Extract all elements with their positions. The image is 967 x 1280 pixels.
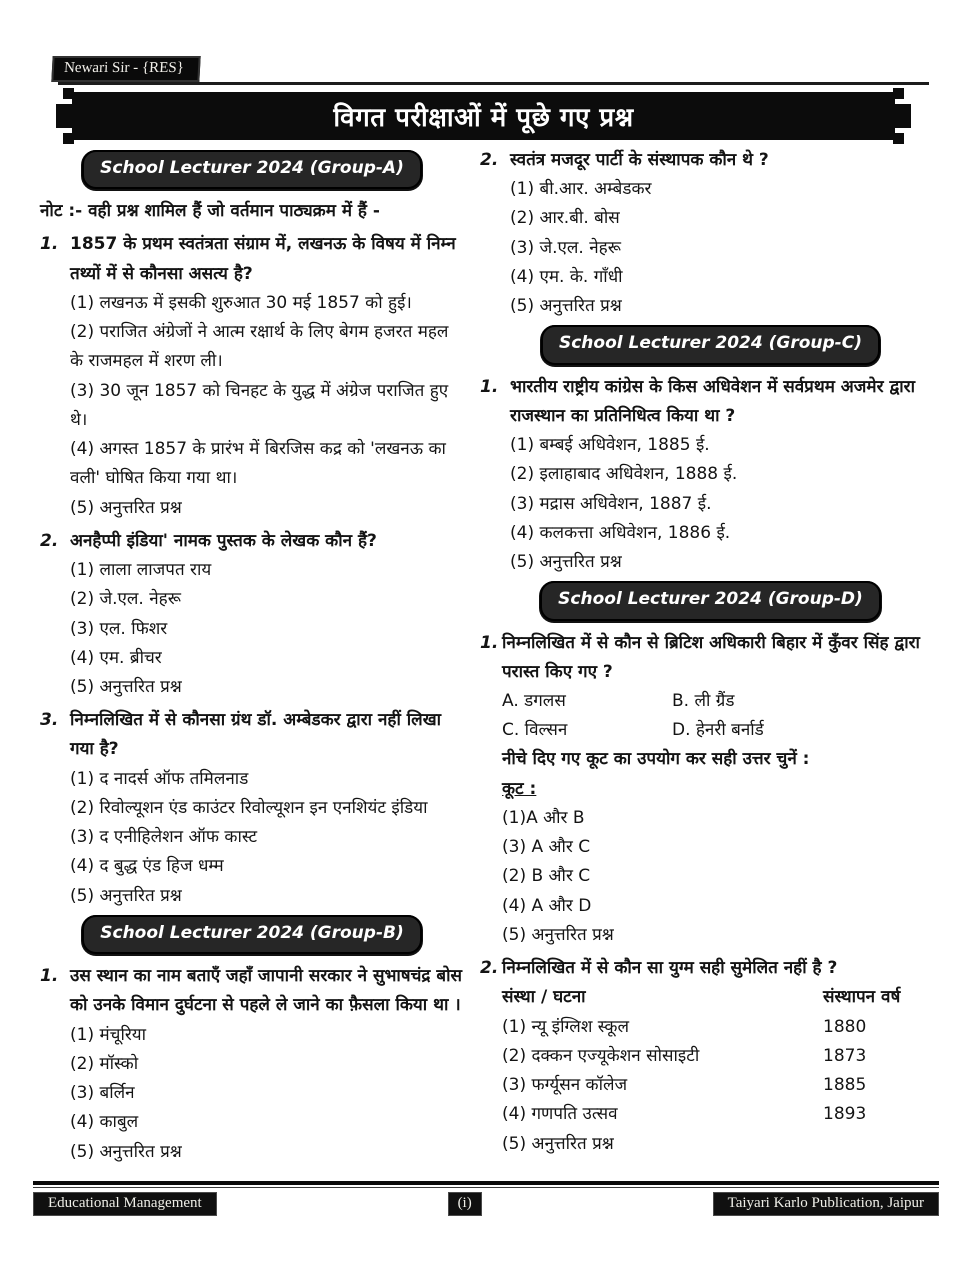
badge-row	[40, 150, 464, 189]
question-group-d-2	[480, 954, 941, 1159]
footer-page-number: (i)	[448, 1192, 482, 1216]
question-number: 2.	[480, 150, 499, 170]
banner-right-tab	[893, 104, 911, 128]
question-group-d-1	[480, 629, 941, 951]
question-number: 1.	[480, 376, 499, 397]
option: (5) अनुत्तरित प्रश्न	[510, 296, 622, 317]
note-line: नोट :- वही प्रश्न शामिल हैं जो वर्तमान पाठ्यक्रम में हैं -	[40, 201, 380, 222]
banner-notch	[63, 133, 74, 144]
statement-c: C. विल्सन	[502, 720, 568, 741]
option: (5) अनुत्तरित प्रश्न	[70, 885, 182, 906]
option: (5) अनुत्तरित प्रश्न	[502, 924, 614, 945]
option: (3) जे.एल. नेहरू	[510, 237, 621, 258]
banner-notch	[893, 88, 904, 99]
option: (4) काबुल	[70, 1112, 139, 1133]
option: (1) लाला लाजपत राय	[70, 560, 212, 581]
question-text: भारतीय राष्ट्रीय कांग्रेस के किस अधिवेशन में सर्वप्रथम अजमेर द्वारा राजस्थान का प्रतिनिधित्व किया था ?	[510, 376, 915, 426]
option: (1) बी.आर. अम्बेडकर	[510, 179, 652, 200]
code-instruction: नीचे दिए गए कूट का उपयोग कर सही उत्तर चुनें :	[502, 749, 810, 770]
match-year: 1880	[823, 1016, 867, 1037]
option: (2) पराजित अंग्रेजों ने आत्म रक्षार्थ के लिए बेगम हजरत महल के राजमहल में शरण ली।	[70, 322, 449, 372]
question-text: निम्नलिखित में से कौन सा युग्म सही सुमेलित नहीं है ?	[502, 958, 838, 979]
question-body	[70, 230, 464, 522]
footer-row	[33, 1192, 939, 1216]
match-label: (4) गणपति उत्सव	[502, 1104, 618, 1125]
section-badge-group-a: School Lecturer 2024 (Group-A)	[82, 150, 422, 189]
footer-divider-line	[33, 1181, 939, 1188]
footer-publisher-label: Taiyari Karlo Publication, Jaipur	[713, 1192, 939, 1216]
question-number: 3.	[40, 710, 59, 731]
match-header-left: संस्था / घटना	[502, 987, 586, 1008]
two-column-content	[40, 146, 941, 1182]
option: (5) अनुत्तरित प्रश्न	[502, 1133, 614, 1154]
banner-notch	[63, 88, 74, 99]
option: (1) लखनऊ में इसकी शुरुआत 30 मई 1857 को हुई।	[70, 292, 412, 313]
statement-a: A. डगलस	[502, 690, 566, 711]
match-row	[502, 1071, 941, 1100]
question-text: स्वतंत्र मजदूर पार्टी के संस्थापक कौन थे ?	[510, 150, 769, 170]
banner-notch	[893, 133, 904, 144]
question-group-a-1	[40, 230, 464, 522]
option: (2) आर.बी. बोस	[510, 208, 620, 229]
corner-author-tag: Newari Sir - {RES}	[51, 56, 200, 82]
section-badge-group-d: School Lecturer 2024 (Group-D)	[540, 581, 881, 620]
match-label: (2) दक्कन एज्यूकेशन सोसाइटी	[502, 1045, 700, 1066]
option: (1) द नादर्स ऑफ तमिलनाड	[70, 768, 249, 789]
question-group-c-1	[480, 373, 941, 578]
question-group-b-2	[480, 146, 941, 321]
question-text: निम्नलिखित में से कौन से ब्रिटिश अधिकारी बिहार में कुँवर सिंह द्वारा परास्त किए गए ?	[502, 632, 920, 682]
question-body	[502, 629, 941, 951]
question-body	[502, 954, 941, 1159]
option: (4) अगस्त 1857 के प्रारंभ में बिरजिस कद्र को 'लखनऊ का वली' घोषित किया गया था।	[70, 439, 446, 489]
badge-row	[480, 325, 941, 364]
footer-subject-label: Educational Management	[33, 1192, 217, 1216]
option: (2) जे.एल. नेहरू	[70, 589, 181, 610]
option: (4) एम. ब्रीचर	[70, 647, 162, 668]
question-group-b-1	[40, 962, 464, 1167]
option: (5) अनुत्तरित प्रश्न	[70, 1141, 182, 1162]
option: (1) बम्बई अधिवेशन, 1885 ई.	[510, 435, 710, 456]
question-number: 1.	[480, 632, 499, 653]
option: (1) मंचूरिया	[70, 1024, 147, 1045]
question-text: निम्नलिखित में से कौनसा ग्रंथ डॉ. अम्बेडकर द्वारा नहीं लिखा गया है?	[70, 710, 442, 760]
left-column	[40, 146, 464, 1182]
option: (3) द एनीहिलेशन ऑफ कास्ट	[70, 827, 258, 848]
option: (2) इलाहाबाद अधिवेशन, 1888 ई.	[510, 464, 738, 485]
question-number: 2.	[40, 530, 59, 551]
question-text: अनहैप्पी इंडिया' नामक पुस्तक के लेखक कौन हैं?	[70, 530, 377, 551]
statement-b: B. ली ग्रैंड	[672, 690, 735, 711]
question-group-a-2	[40, 527, 464, 702]
match-year: 1885	[823, 1075, 867, 1096]
question-number: 1.	[40, 966, 59, 987]
page-footer	[33, 1181, 939, 1216]
match-row	[502, 1013, 941, 1042]
option: (3) मद्रास अधिवेशन, 1887 ई.	[510, 493, 712, 514]
option: (3) A और C	[502, 837, 591, 858]
option: (3) बर्लिन	[70, 1083, 135, 1104]
option: (3) 30 जून 1857 को चिनहट के युद्ध में अंग्रेज पराजित हुए थे।	[70, 380, 449, 430]
page-title: विगत परीक्षाओं में पूछे गए प्रश्न	[333, 103, 634, 133]
question-body	[70, 962, 464, 1167]
statement-pair-grid	[502, 687, 941, 745]
match-header-right: संस्थापन वर्ष	[823, 987, 901, 1008]
top-divider-line	[58, 82, 929, 85]
badge-row	[480, 581, 941, 620]
match-table-header	[502, 983, 941, 1012]
question-number: 1.	[40, 234, 59, 255]
question-body	[70, 706, 464, 911]
match-year: 1873	[823, 1045, 867, 1066]
badge-row	[40, 915, 464, 954]
option: (2) रिवोल्यूशन एंड काउंटर रिवोल्यूशन इन एनशियंट इंडिया	[70, 797, 428, 818]
option: (2) मॉस्को	[70, 1053, 139, 1074]
option: (5) अनुत्तरित प्रश्न	[70, 676, 182, 697]
right-column	[480, 146, 941, 1182]
question-text: उस स्थान का नाम बताएँ जहाँ जापानी सरकार ने सुभाषचंद्र बोस को उनके विमान दुर्घटना से पहले ले जाने का फ़ैसला किया था ।	[70, 966, 462, 1016]
question-body	[510, 373, 941, 578]
match-row	[502, 1100, 941, 1129]
match-row	[502, 1042, 941, 1071]
option: (5) अनुत्तरित प्रश्न	[510, 552, 622, 573]
question-number: 2.	[480, 958, 499, 979]
section-badge-group-b: School Lecturer 2024 (Group-B)	[82, 915, 422, 954]
option: (3) एल. फिशर	[70, 618, 168, 639]
option: (5) अनुत्तरित प्रश्न	[70, 497, 182, 518]
match-label: (3) फर्ग्यूसन कॉलेज	[502, 1075, 628, 1096]
match-year: 1893	[823, 1104, 867, 1125]
option: (4) कलकत्ता अधिवेशन, 1886 ई.	[510, 522, 731, 543]
option: (1)A और B	[502, 807, 585, 828]
match-label: (1) न्यू इंग्लिश स्कूल	[502, 1016, 629, 1037]
question-body	[510, 146, 941, 321]
option: (2) B और C	[502, 866, 591, 887]
statement-d: D. हेनरी बर्नार्ड	[672, 720, 764, 741]
page-title-banner	[72, 92, 895, 140]
question-text: 1857 के प्रथम स्वतंत्रता संग्राम में, लखनऊ के विषय में निम्न तथ्यों में से कौनसा असत्य है?	[70, 234, 456, 284]
banner-left-tab	[56, 104, 74, 128]
option: (4) A और D	[502, 895, 592, 916]
section-badge-group-c: School Lecturer 2024 (Group-C)	[541, 325, 880, 364]
code-label: कूट :	[502, 778, 537, 799]
option: (4) द बुद्ध एंड हिज धम्म	[70, 856, 224, 877]
option: (4) एम. के. गाँधी	[510, 266, 623, 287]
question-body	[70, 527, 464, 702]
question-group-a-3	[40, 706, 464, 911]
